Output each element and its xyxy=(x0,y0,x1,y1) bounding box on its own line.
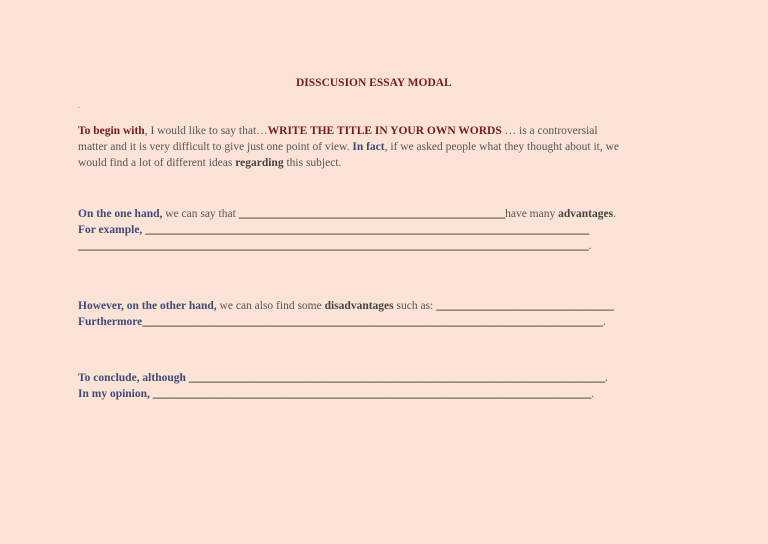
intro-text-2: … is a controversial xyxy=(501,125,598,137)
conclusion-blank-2: _______________________________________________________________________________ xyxy=(152,388,592,400)
other-hand-end: . xyxy=(602,316,606,328)
intro-line-2 xyxy=(78,139,698,155)
one-hand-text-2: have many xyxy=(505,208,559,220)
intro-line-1 xyxy=(78,123,698,139)
furthermore-word: Furthermore xyxy=(78,316,143,328)
other-hand-text-1: we can also find some xyxy=(216,300,325,312)
one-hand-lead: On the one hand, xyxy=(78,208,163,220)
other-hand-line-2 xyxy=(78,314,698,330)
one-hand-text-1: we can say that xyxy=(162,208,239,220)
other-hand-text-2: such as: xyxy=(393,300,437,312)
opinion-lead: In my opinion, xyxy=(78,388,153,400)
intro-lead: To begin with xyxy=(78,125,145,137)
other-hand-paragraph xyxy=(78,298,698,330)
one-hand-blank-1: ________________________________________________ xyxy=(238,208,506,220)
one-hand-line-2 xyxy=(78,222,698,238)
in-fact-phrase: In fact xyxy=(352,141,385,153)
example-lead: For example, xyxy=(78,224,146,236)
intro-text-1: , I would like to say that… xyxy=(144,125,268,137)
intro-text-3: matter and it is very difficult to give just one point of view. xyxy=(78,141,353,153)
other-hand-line-1 xyxy=(78,298,698,314)
intro-paragraph xyxy=(78,123,698,171)
conclusion-end-1: . xyxy=(605,372,608,384)
intro-text-5: would find a lot of different ideas xyxy=(78,157,236,169)
other-hand-blank-1: ________________________________ xyxy=(436,300,614,312)
title-placeholder: WRITE THE TITLE IN YOUR OWN WORDS xyxy=(267,125,502,137)
regarding-word: regarding xyxy=(235,157,284,169)
one-hand-line-1 xyxy=(78,206,698,222)
conclusion-end-2: . xyxy=(591,388,595,400)
other-hand-lead: However, on the other hand, xyxy=(78,300,217,312)
one-hand-paragraph xyxy=(78,206,698,254)
conclusion-line-2 xyxy=(78,386,698,402)
one-hand-end-3: . xyxy=(588,240,592,252)
advantages-word: advantages xyxy=(558,208,614,220)
conclusion-blank-1: ___________________________________________________________________________ xyxy=(188,372,606,384)
conclusion-lead: To conclude, although xyxy=(78,372,189,384)
stray-dot: . xyxy=(78,101,80,110)
intro-text-6: this subject. xyxy=(283,157,342,169)
one-hand-end: . xyxy=(613,208,616,220)
one-hand-blank-2: ________________________________________________________________________________ xyxy=(145,224,590,236)
one-hand-line-3 xyxy=(78,238,698,254)
disadvantages-word: disadvantages xyxy=(324,300,394,312)
conclusion-paragraph xyxy=(78,370,698,402)
other-hand-blank-2: ___________________________________________________________________________________ xyxy=(142,316,603,328)
document-title: DISSCUSION ESSAY MODAL xyxy=(296,77,452,89)
intro-text-4: , if we asked people what they thought about it, we xyxy=(384,141,620,153)
intro-line-3 xyxy=(78,155,698,171)
one-hand-blank-3: ____________________________________________________________________________________________ xyxy=(78,240,589,252)
conclusion-line-1 xyxy=(78,370,698,386)
